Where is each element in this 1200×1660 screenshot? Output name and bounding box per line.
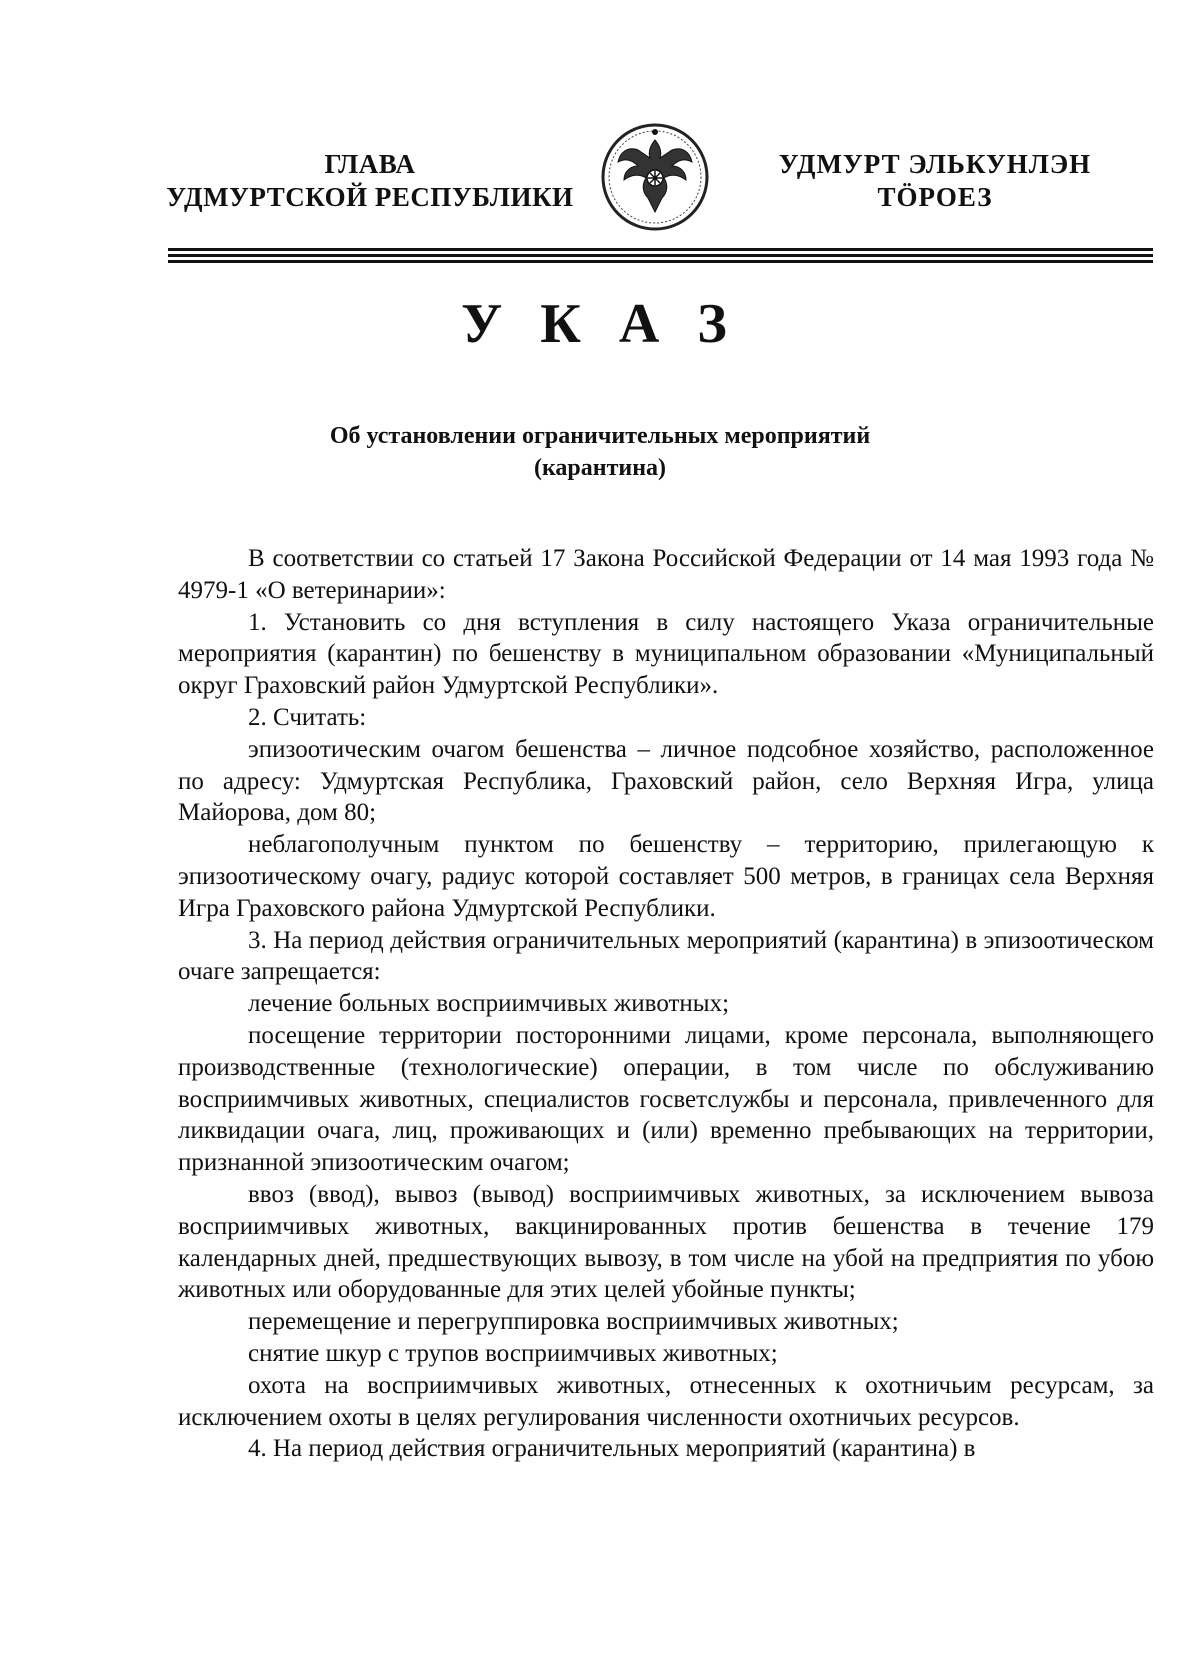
issuer-header-russian [150, 148, 590, 214]
document-title-line-2: (карантина) [533, 455, 667, 481]
paragraph-item-2: 2. Считать: [248, 703, 367, 731]
paragraph-item-3: 3. На период действия ограничительных мероприятий (карантина) в эпизоотическом очаге запрещается: [178, 926, 1154, 986]
paragraph-prohibition: ввоз (ввод), вывоз (вывод) восприимчивых животных, за исключением вывоза восприимчивых животных, вакцинированных против бешенства в течение 179 календарных дней, предшествующих вывозу, в том числе на убой на предприятия по убою животных или оборудованные для этих целей убойные пункты; [178, 1180, 1154, 1304]
paragraph-prohibition: посещение территории посторонними лицами, кроме персонала, выполняющего производственные (технологические) операции, в том числе по обслуживанию восприимчивых животных, специалистов госветслужбы и персонала, привлеченного для ликвидации очага, лиц, проживающих и (или) временно пребывающих на территории, признанной эпизоотическим очагом; [178, 1021, 1154, 1177]
document-type-heading: У К А З [461, 293, 739, 355]
issuer-line-1: ГЛАВА [324, 149, 416, 179]
header-divider-line [168, 260, 1153, 263]
document-title-line-1: Об установлении ограничительных мероприятий [329, 423, 871, 449]
issuer-udmurt-line-2: ТӦРОЕЗ [877, 182, 993, 212]
issuer-header-udmurt [760, 148, 1110, 214]
coat-of-arms-icon [598, 120, 712, 234]
document-title [0, 420, 1200, 484]
paragraph-prohibition: снятие шкур с трупов восприимчивых животных; [248, 1339, 778, 1367]
issuer-line-2: УДМУРТСКОЙ РЕСПУБЛИКИ [166, 182, 574, 212]
paragraph-prohibition: перемещение и перегруппировка восприимчивых животных; [248, 1308, 899, 1336]
header-divider-line [168, 254, 1153, 257]
paragraph-item-1: 1. Установить со дня вступления в силу настоящего Указа ограничительные мероприятия (карантин) по бешенству в муниципальном образовании «Муниципальный округ Граховский район Удмуртской Республики». [178, 608, 1154, 700]
issuer-udmurt-line-1: УДМУРТ ЭЛЬКУНЛЭН [778, 149, 1092, 179]
paragraph-unfavorable-point: неблагополучным пунктом по бешенству – территорию, прилегающую к эпизоотическому очагу, радиус которой составляет 500 метров, в границах села Верхняя Игра Граховского района Удмуртской Республики. [178, 831, 1154, 922]
paragraph-prohibition: охота на восприимчивых животных, отнесенных к охотничьим ресурсам, за исключением охоты в целях регулирования численности охотничьих ресурсов. [178, 1371, 1154, 1431]
paragraph-preamble: В соответствии со статьей 17 Закона Российской Федерации от 14 мая 1993 года № 4979-1 «О ветеринарии»: [178, 545, 1154, 604]
paragraph-epizootic-focus: эпизоотическим очагом бешенства – личное подсобное хозяйство, расположенное по адресу: Удмуртская Республика, Граховский район, село Верхняя Игра, улица Майорова, дом 80; [178, 735, 1154, 827]
paragraph-item-4: 4. На период действия ограничительных мероприятий (карантина) в [248, 1435, 976, 1463]
document-body [178, 543, 1154, 1465]
paragraph-prohibition: лечение больных восприимчивых животных; [248, 990, 730, 1018]
header-divider-line [168, 248, 1153, 251]
